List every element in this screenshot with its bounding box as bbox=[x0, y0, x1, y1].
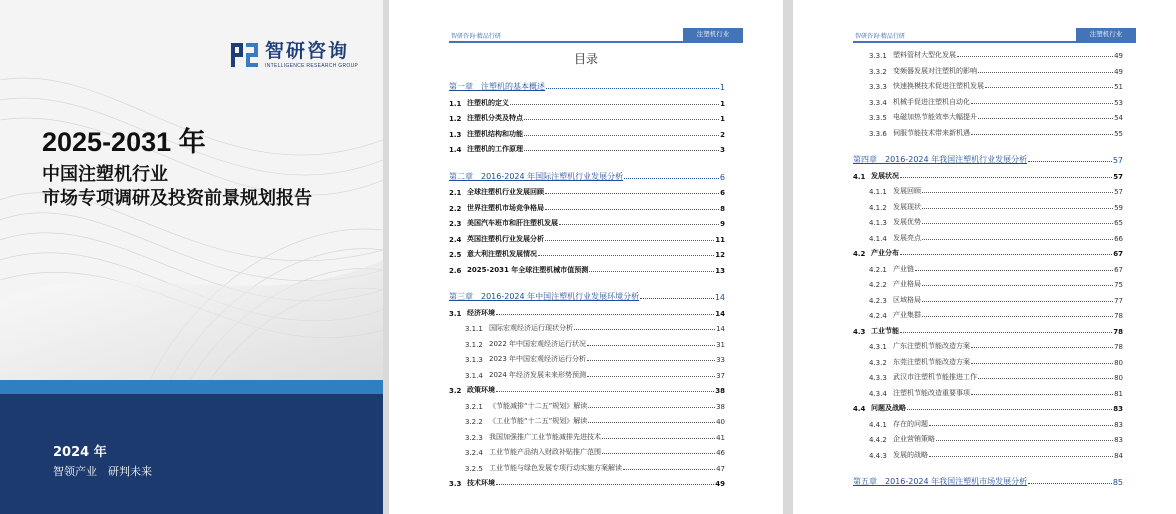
toc-leader-dots bbox=[587, 345, 715, 346]
toc-section-entry[interactable] bbox=[449, 476, 725, 488]
toc-entry-number: 3.2 bbox=[449, 387, 462, 395]
toc-section-entry[interactable] bbox=[853, 246, 1123, 258]
toc-leader-dots bbox=[559, 224, 719, 225]
toc-entry-number: 3.2.4 bbox=[465, 449, 483, 457]
toc-subsection-entry[interactable] bbox=[869, 339, 1123, 351]
toc-subsection-entry[interactable] bbox=[869, 386, 1123, 398]
toc-leader-dots bbox=[922, 316, 1113, 317]
toc-subsection-entry[interactable] bbox=[869, 308, 1123, 320]
toc-page-number: 80 bbox=[1114, 358, 1123, 367]
toc-leader-dots bbox=[496, 391, 714, 392]
toc-entry-label: 发展亮点 bbox=[893, 233, 921, 242]
toc-leader-dots bbox=[957, 56, 1113, 57]
toc-subsection-entry[interactable] bbox=[869, 184, 1123, 196]
toc-page-number: 80 bbox=[1114, 374, 1123, 382]
toc-entry-label: 第二章 2016-2024 年国际注塑机行业发展分析 bbox=[449, 171, 624, 181]
toc-section-entry[interactable] bbox=[449, 247, 725, 259]
toc-leader-dots bbox=[640, 298, 714, 299]
toc-entry-number: 4.4.1 bbox=[869, 420, 887, 429]
toc-entry-label: 2025-2031 年全球注塑机械市值预测 bbox=[467, 265, 589, 274]
toc-page-number: 85 bbox=[1112, 478, 1123, 487]
toc-entry-number: 4.4.2 bbox=[869, 436, 887, 444]
toc-page-number: 1 bbox=[719, 83, 725, 92]
toc-entry-number: 4.1.3 bbox=[869, 219, 887, 227]
toc-leader-dots bbox=[496, 484, 714, 485]
toc-chapter-entry[interactable] bbox=[449, 80, 725, 92]
toc-entry-number: 4.4 bbox=[853, 405, 866, 413]
toc-entry-number: 3.2.2 bbox=[465, 418, 483, 426]
header-rule bbox=[853, 41, 1136, 43]
toc-subsection-entry[interactable] bbox=[869, 417, 1123, 429]
toc-section-entry[interactable] bbox=[449, 383, 725, 395]
toc-page-number: 57 bbox=[1113, 172, 1123, 181]
toc-entry-label: 发展的战略 bbox=[893, 450, 928, 459]
toc-entry-label: 发展优势 bbox=[893, 218, 921, 226]
toc-leader-dots bbox=[922, 239, 1113, 240]
toc-leader-dots bbox=[907, 409, 1112, 410]
toc-page-number: 83 bbox=[1114, 436, 1123, 444]
toc-section-entry[interactable] bbox=[853, 401, 1123, 413]
toc-entry-label: 英国注塑机行业发展分析 bbox=[467, 234, 544, 243]
cover-page bbox=[0, 0, 383, 514]
toc-subsection-entry[interactable] bbox=[869, 64, 1123, 76]
toc-page-number: 14 bbox=[716, 325, 725, 333]
toc-entry-number: 4.3.3 bbox=[869, 374, 887, 382]
toc-section-entry[interactable] bbox=[449, 232, 725, 244]
toc-chapter-entry[interactable] bbox=[449, 170, 725, 182]
toc-subsection-entry[interactable] bbox=[465, 352, 725, 364]
toc-title: 目录 bbox=[573, 52, 598, 66]
toc-page-number: 37 bbox=[716, 371, 725, 380]
toc-subsection-entry[interactable] bbox=[869, 126, 1123, 138]
toc-section-entry[interactable] bbox=[449, 201, 725, 213]
toc-page-number: 57 bbox=[1114, 188, 1123, 196]
toc-entry-number: 4.1.4 bbox=[869, 234, 887, 243]
toc-entry-number: 4.4.3 bbox=[869, 451, 887, 460]
toc-section-entry[interactable] bbox=[853, 324, 1123, 336]
toc-page-number: 49 bbox=[1114, 52, 1123, 60]
toc-section-entry[interactable] bbox=[449, 216, 725, 228]
toc-entry-label: 发展现状 bbox=[893, 202, 921, 211]
toc-leader-dots bbox=[496, 314, 714, 315]
toc-subsection-entry[interactable] bbox=[869, 277, 1123, 289]
toc-page-number: 78 bbox=[1114, 343, 1123, 351]
toc-chapter-entry[interactable] bbox=[449, 290, 725, 302]
toc-page-number: 51 bbox=[1114, 83, 1123, 91]
toc-page-number: 77 bbox=[1114, 296, 1123, 305]
toc-page-number: 78 bbox=[1114, 312, 1123, 320]
toc-leader-dots bbox=[574, 329, 715, 330]
toc-entry-number: 3.2.3 bbox=[465, 433, 483, 442]
toc-subsection-entry[interactable] bbox=[465, 337, 725, 349]
toc-entry-number: 3.3.3 bbox=[869, 83, 887, 91]
toc-leader-dots bbox=[978, 378, 1113, 379]
cover-date: 2024 年 bbox=[53, 445, 107, 460]
toc-subsection-entry[interactable] bbox=[465, 461, 725, 473]
toc-leader-dots bbox=[602, 453, 715, 454]
toc-entry-number: 2.1 bbox=[449, 189, 462, 197]
toc-subsection-entry[interactable] bbox=[465, 430, 725, 442]
toc-leader-dots bbox=[623, 469, 715, 470]
toc-entry-label: 快速换模技术促进注塑机发展 bbox=[893, 82, 984, 90]
toc-page-number: 41 bbox=[716, 433, 725, 442]
toc-entry-number: 3.1.2 bbox=[465, 340, 483, 349]
toc-leader-dots bbox=[929, 425, 1113, 426]
header-rule bbox=[449, 41, 743, 43]
header-left-text: 智研咨询·精品行研 bbox=[451, 33, 501, 40]
toc-leader-dots bbox=[587, 360, 715, 361]
toc-entry-label: 问题及战略 bbox=[871, 404, 906, 412]
toc-entry-number: 4.2.3 bbox=[869, 296, 887, 305]
toc-page-number: 83 bbox=[1113, 405, 1123, 413]
toc-leader-dots bbox=[922, 301, 1113, 302]
toc-page-number: 2 bbox=[720, 130, 725, 139]
toc-subsection-entry[interactable] bbox=[465, 399, 725, 411]
toc-entry-label: 变频器发展对注塑机的影响 bbox=[893, 66, 977, 75]
toc-leader-dots bbox=[922, 208, 1113, 209]
toc-entry-number: 1.4 bbox=[449, 146, 462, 154]
toc-section-entry[interactable] bbox=[449, 142, 725, 154]
toc-entry-label: 政策环境 bbox=[467, 386, 495, 394]
toc-entry-label: 注塑机的工作原理 bbox=[467, 145, 523, 153]
toc-leader-dots bbox=[971, 363, 1113, 364]
toc-leader-dots bbox=[900, 254, 1112, 255]
toc-entry-label: 第五章 2016-2024 年我国注塑机市场发展分析 bbox=[853, 477, 1028, 486]
toc-page-1 bbox=[389, 0, 783, 514]
toc-entry-number: 2.2 bbox=[449, 204, 462, 213]
toc-page-number: 14 bbox=[715, 309, 725, 318]
toc-entry-number: 3.3.1 bbox=[869, 52, 887, 60]
toc-leader-dots bbox=[1028, 161, 1112, 162]
toc-leader-dots bbox=[922, 192, 1113, 193]
toc-entry-number: 4.2.1 bbox=[869, 265, 887, 274]
toc-entry-number: 4.3.2 bbox=[869, 358, 887, 367]
toc-entry-label: 意大利注塑机发展情况 bbox=[467, 250, 537, 258]
toc-page-number: 49 bbox=[715, 480, 725, 488]
toc-subsection-entry[interactable] bbox=[869, 231, 1123, 243]
toc-leader-dots bbox=[624, 178, 719, 179]
toc-entry-label: 世界注塑机市场竞争格局 bbox=[467, 203, 544, 212]
toc-entry-label: 发展状况 bbox=[871, 171, 899, 180]
toc-entry-number: 4.2.2 bbox=[869, 281, 887, 289]
toc-entry-label: 产业分布 bbox=[871, 249, 899, 257]
toc-section-entry[interactable] bbox=[853, 169, 1123, 181]
toc-leader-dots bbox=[587, 376, 715, 377]
toc-entry-label: 电磁加热节能效率大幅提升 bbox=[893, 113, 977, 121]
toc-entry-number: 3.3.5 bbox=[869, 114, 887, 122]
toc-page-number: 65 bbox=[1114, 219, 1123, 227]
toc-leader-dots bbox=[545, 209, 719, 210]
toc-entry-number: 2.3 bbox=[449, 220, 462, 228]
toc-entry-label: 美国汽车班市和肝注塑机发展 bbox=[467, 219, 558, 227]
toc-subsection-entry[interactable] bbox=[869, 48, 1123, 60]
toc-entry-label: 区域格局 bbox=[893, 295, 921, 304]
toc-entry-label: 伺服节能技术带来新机遇 bbox=[893, 128, 970, 137]
toc-section-entry[interactable] bbox=[449, 263, 725, 275]
toc-section-entry[interactable] bbox=[449, 306, 725, 318]
toc-entry-number: 4.2.4 bbox=[869, 312, 887, 320]
toc-page-number: 3 bbox=[720, 146, 725, 154]
toc-subsection-entry[interactable] bbox=[869, 293, 1123, 305]
toc-page-number: 75 bbox=[1114, 281, 1123, 289]
toc-entry-number: 1.2 bbox=[449, 115, 462, 123]
toc-page-number: 66 bbox=[1114, 234, 1123, 243]
toc-leader-dots bbox=[546, 88, 719, 89]
toc-entry-label: 塑料管材大型化发展 bbox=[893, 51, 956, 59]
toc-page-number: 59 bbox=[1114, 203, 1123, 212]
toc-entry-number: 3.3.2 bbox=[869, 67, 887, 76]
toc-leader-dots bbox=[588, 407, 715, 408]
toc-leader-dots bbox=[524, 119, 719, 120]
toc-section-entry[interactable] bbox=[449, 111, 725, 123]
toc-entry-number: 2.6 bbox=[449, 266, 462, 275]
toc-subsection-entry[interactable] bbox=[869, 215, 1123, 227]
toc-leader-dots bbox=[971, 103, 1113, 104]
toc-leader-dots bbox=[929, 456, 1113, 457]
toc-leader-dots bbox=[922, 285, 1113, 286]
logo-english-name: INTELLIGENCE RESEARCH GROUP bbox=[265, 63, 359, 69]
toc-entry-number: 4.2 bbox=[853, 250, 866, 258]
toc-page-number: 53 bbox=[1114, 98, 1123, 107]
toc-entry-number: 4.3 bbox=[853, 327, 866, 336]
toc-page-number: 1 bbox=[720, 99, 725, 108]
toc-subsection-entry[interactable] bbox=[465, 368, 725, 380]
toc-leader-dots bbox=[936, 440, 1113, 441]
toc-leader-dots bbox=[900, 332, 1112, 333]
toc-entry-number: 3.1.3 bbox=[465, 356, 483, 364]
toc-entry-label: 工业节能与绿色发展专项行动实施方案解读 bbox=[489, 463, 622, 472]
toc-page-number: 67 bbox=[1114, 265, 1123, 274]
toc-entry-number: 3.1.4 bbox=[465, 371, 483, 380]
page-header bbox=[449, 28, 743, 44]
toc-entry-label: 经济环境 bbox=[467, 308, 495, 317]
toc-subsection-entry[interactable] bbox=[869, 79, 1123, 91]
toc-entry-label: 武汉市注塑机节能推进工作 bbox=[893, 373, 977, 381]
toc-entry-label: 广东注塑机节能改造方案 bbox=[893, 342, 970, 350]
toc-leader-dots bbox=[915, 270, 1113, 271]
toc-entry-number: 2.5 bbox=[449, 251, 462, 259]
toc-page-number: 8 bbox=[720, 204, 725, 213]
toc-leader-dots bbox=[985, 87, 1113, 88]
toc-entry-label: 机械手促进注塑机自动化 bbox=[893, 97, 970, 106]
toc-page-number: 54 bbox=[1114, 114, 1123, 122]
toc-entry-number: 3.3 bbox=[449, 480, 462, 488]
toc-entry-number: 3.2.1 bbox=[465, 402, 483, 411]
header-left-text: 智研咨询·精品行研 bbox=[855, 33, 905, 40]
toc-subsection-entry[interactable] bbox=[869, 370, 1123, 382]
toc-page-number: 13 bbox=[715, 266, 725, 275]
toc-entry-label: 注塑机节能改造重要事项 bbox=[893, 388, 970, 397]
toc-section-entry[interactable] bbox=[449, 96, 725, 108]
toc-entry-number: 3.3.4 bbox=[869, 98, 887, 107]
toc-entry-number: 4.3.1 bbox=[869, 343, 887, 351]
toc-subsection-entry[interactable] bbox=[869, 200, 1123, 212]
toc-leader-dots bbox=[538, 255, 714, 256]
toc-leader-dots bbox=[510, 104, 719, 105]
toc-entry-number: 4.1 bbox=[853, 172, 866, 181]
toc-entry-label: 国际宏观经济运行现状分析 bbox=[489, 324, 573, 332]
toc-leader-dots bbox=[971, 347, 1113, 348]
logo-chinese-name: 智研咨询 bbox=[265, 40, 350, 62]
toc-entry-number: 4.3.4 bbox=[869, 389, 887, 398]
toc-section-entry[interactable] bbox=[449, 127, 725, 139]
toc-page-number: 46 bbox=[716, 449, 725, 457]
toc-entry-label: 《节能减排“十二五”规划》解读 bbox=[489, 401, 588, 410]
toc-leader-dots bbox=[978, 72, 1113, 73]
toc-entry-label: 2022 年中国宏观经济运行状况 bbox=[489, 339, 587, 348]
cover-slogan: 智领产业 研判未来 bbox=[53, 465, 152, 478]
toc-page-number: 1 bbox=[720, 115, 725, 123]
toc-subsection-entry[interactable] bbox=[869, 110, 1123, 122]
toc-page-number: 12 bbox=[715, 251, 725, 259]
toc-page-number: 6 bbox=[719, 172, 725, 182]
toc-entry-label: 注塑机结构和功能 bbox=[467, 129, 523, 138]
toc-entry-label: 2023 年中国宏观经济运行分析 bbox=[489, 355, 587, 363]
toc-entry-label: 第一章 注塑机的基本概述 bbox=[449, 82, 545, 91]
toc-entry-label: 工业节能 bbox=[871, 326, 899, 335]
toc-entry-label: 第三章 2016-2024 年中国注塑机行业发展环境分析 bbox=[449, 292, 640, 301]
toc-subsection-entry[interactable] bbox=[869, 448, 1123, 460]
toc-entry-label: 东莞注塑机节能改造方案 bbox=[893, 357, 970, 366]
toc-chapter-entry[interactable] bbox=[853, 475, 1123, 487]
toc-entry-label: 产业链 bbox=[893, 264, 914, 273]
toc-page-number: 40 bbox=[716, 418, 725, 426]
toc-subsection-entry[interactable] bbox=[869, 95, 1123, 107]
toc-entry-label: 2024 年经济发展未来形势预测 bbox=[489, 370, 587, 379]
toc-page-number: 83 bbox=[1114, 420, 1123, 429]
toc-entry-label: 注塑机的定义 bbox=[467, 98, 509, 107]
toc-leader-dots bbox=[545, 193, 719, 194]
toc-page-number: 38 bbox=[716, 402, 725, 411]
toc-entry-label: 全球注塑机行业发展回顾 bbox=[467, 188, 544, 196]
toc-leader-dots bbox=[589, 271, 714, 272]
toc-entry-label: 发展回顾 bbox=[893, 187, 921, 195]
toc-entry-number: 1.1 bbox=[449, 99, 462, 108]
toc-leader-dots bbox=[545, 240, 714, 241]
toc-page-number: 11 bbox=[715, 235, 725, 244]
toc-entry-label: 第四章 2016-2024 年我国注塑机行业发展分析 bbox=[853, 155, 1028, 164]
logo-mark-icon bbox=[230, 40, 260, 70]
toc-page-number: 49 bbox=[1114, 67, 1123, 76]
toc-page-number: 84 bbox=[1114, 451, 1123, 460]
toc-leader-dots bbox=[524, 135, 719, 136]
toc-leader-dots bbox=[971, 394, 1113, 395]
toc-page-number: 6 bbox=[720, 189, 725, 197]
toc-leader-dots bbox=[524, 150, 719, 151]
cover-year-range: 2025-2031 年 bbox=[42, 127, 206, 157]
toc-page-number: 57 bbox=[1112, 156, 1123, 165]
toc-page-number: 38 bbox=[715, 387, 725, 395]
toc-leader-dots bbox=[1028, 483, 1112, 484]
toc-page-number: 55 bbox=[1114, 129, 1123, 138]
toc-page-number: 81 bbox=[1114, 389, 1123, 398]
toc-entry-number: 1.3 bbox=[449, 130, 462, 139]
brand-logo bbox=[230, 40, 358, 70]
page-header bbox=[853, 28, 1136, 44]
toc-subsection-entry[interactable] bbox=[465, 321, 725, 333]
toc-leader-dots bbox=[602, 438, 715, 439]
toc-entry-label: 产业格局 bbox=[893, 280, 921, 288]
toc-entry-label: 我国加强推广工业节能减排先进技术 bbox=[489, 432, 601, 441]
cover-title-line1: 中国注塑机行业 bbox=[42, 164, 168, 185]
toc-leader-dots bbox=[900, 177, 1112, 178]
toc-subsection-entry[interactable] bbox=[869, 355, 1123, 367]
toc-entry-label: 技术环境 bbox=[467, 479, 495, 487]
toc-entry-label: 存在的问题 bbox=[893, 419, 928, 428]
toc-leader-dots bbox=[971, 134, 1113, 135]
toc-entry-number: 4.1.1 bbox=[869, 188, 887, 196]
header-tab-label: 注塑机行业 bbox=[1076, 28, 1136, 41]
toc-entry-number: 2.4 bbox=[449, 235, 462, 244]
toc-leader-dots bbox=[978, 118, 1113, 119]
toc-subsection-entry[interactable] bbox=[465, 445, 725, 457]
toc-page-number: 31 bbox=[716, 340, 725, 349]
toc-entry-label: 注塑机分类及特点 bbox=[467, 114, 523, 122]
toc-entry-label: 《工业节能“十二五”规划》解读 bbox=[489, 417, 588, 425]
toc-page-2 bbox=[793, 0, 1176, 514]
toc-page-number: 47 bbox=[716, 464, 725, 473]
toc-entry-number: 4.1.2 bbox=[869, 203, 887, 212]
toc-page-number: 14 bbox=[714, 293, 725, 302]
toc-entry-number: 3.3.6 bbox=[869, 129, 887, 138]
toc-page-number: 67 bbox=[1113, 250, 1123, 258]
toc-leader-dots bbox=[922, 223, 1113, 224]
cover-title-line2: 市场专项调研及投资前景规划报告 bbox=[42, 188, 312, 209]
toc-subsection-entry[interactable] bbox=[465, 414, 725, 426]
toc-page-number: 9 bbox=[720, 220, 725, 228]
toc-entry-number: 3.1 bbox=[449, 309, 462, 318]
toc-leader-dots bbox=[588, 422, 715, 423]
toc-section-entry[interactable] bbox=[449, 185, 725, 197]
toc-subsection-entry[interactable] bbox=[869, 262, 1123, 274]
cover-accent-stripe bbox=[0, 380, 383, 394]
toc-entry-label: 工业节能产品纳入财政补贴推广范围 bbox=[489, 448, 601, 456]
toc-entry-label: 产业集群 bbox=[893, 311, 921, 319]
toc-entry-number: 3.2.5 bbox=[465, 464, 483, 473]
toc-page-number: 78 bbox=[1113, 327, 1123, 336]
toc-entry-label: 企业营销策略 bbox=[893, 435, 935, 443]
toc-subsection-entry[interactable] bbox=[869, 432, 1123, 444]
toc-entry-number: 3.1.1 bbox=[465, 325, 483, 333]
toc-chapter-entry[interactable] bbox=[853, 153, 1123, 165]
toc-page-number: 33 bbox=[716, 356, 725, 364]
header-tab-label: 注塑机行业 bbox=[683, 28, 743, 41]
